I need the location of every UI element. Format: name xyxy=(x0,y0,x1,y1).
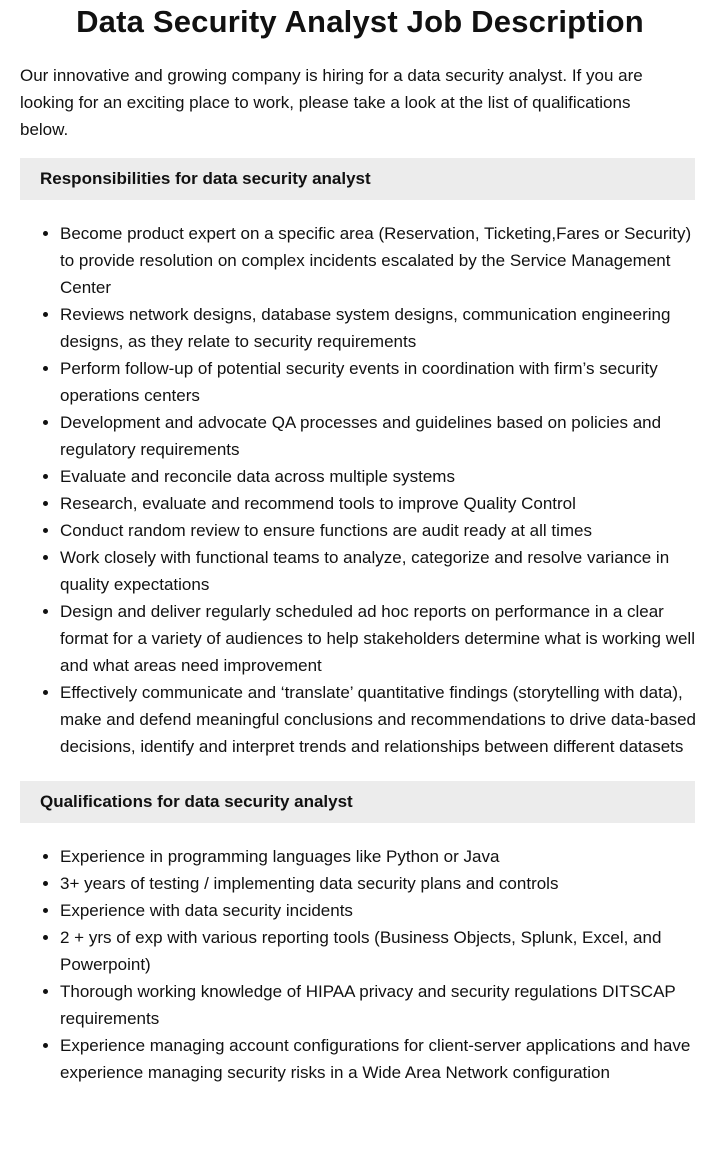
list-item: • Reviews network designs, database system designs, communication engineering designs, as they relate to security requirements xyxy=(60,301,700,355)
qualifications-heading: Qualifications for data security analyst xyxy=(20,781,695,823)
list-item: • 2 + yrs of exp with various reporting tools (Business Objects, Splunk, Excel, and Powerpoint) xyxy=(60,924,700,978)
list-item: • Thorough working knowledge of HIPAA privacy and security regulations DITSCAP requirements xyxy=(60,978,700,1032)
list-item: • Development and advocate QA processes and guidelines based on policies and regulatory requirements xyxy=(60,409,700,463)
list-item: • Experience in programming languages like Python or Java xyxy=(60,843,700,870)
list-item: • Effectively communicate and ‘translate’ quantitative findings (storytelling with data), make and defend meaningful conclusions and recommendations to drive data-based decisions, identify and interpret trends and relationships between different datasets xyxy=(60,679,700,760)
list-item: • Conduct random review to ensure functions are audit ready at all times xyxy=(60,517,700,544)
qualifications-list xyxy=(20,843,700,1086)
list-item: • Become product expert on a specific area (Reservation, Ticketing,Fares or Security) to provide resolution on complex incidents escalated by the Service Management Center xyxy=(60,220,700,301)
list-item: • Design and deliver regularly scheduled ad hoc reports on performance in a clear format for a variety of audiences to help stakeholders determine what is working well and what areas need improvement xyxy=(60,598,700,679)
list-item: • Perform follow-up of potential security events in coordination with firm’s security operations centers xyxy=(60,355,700,409)
list-item: • Experience with data security incidents xyxy=(60,897,700,924)
list-item: • Work closely with functional teams to analyze, categorize and resolve variance in quality expectations xyxy=(60,544,700,598)
page-title: Data Security Analyst Job Description xyxy=(76,4,644,39)
responsibilities-heading: Responsibilities for data security analyst xyxy=(20,158,695,200)
list-item: • Research, evaluate and recommend tools to improve Quality Control xyxy=(60,490,700,517)
list-item: • 3+ years of testing / implementing data security plans and controls xyxy=(60,870,700,897)
responsibilities-list xyxy=(20,220,700,760)
list-item: • Evaluate and reconcile data across multiple systems xyxy=(60,463,700,490)
intro-paragraph: Our innovative and growing company is hiring for a data security analyst. If you are looking for an exciting place to work, please take a look at the list of qualifications below. xyxy=(20,66,643,139)
list-item: • Experience managing account configurations for client-server applications and have experience managing security risks in a Wide Area Network configuration xyxy=(60,1032,700,1086)
